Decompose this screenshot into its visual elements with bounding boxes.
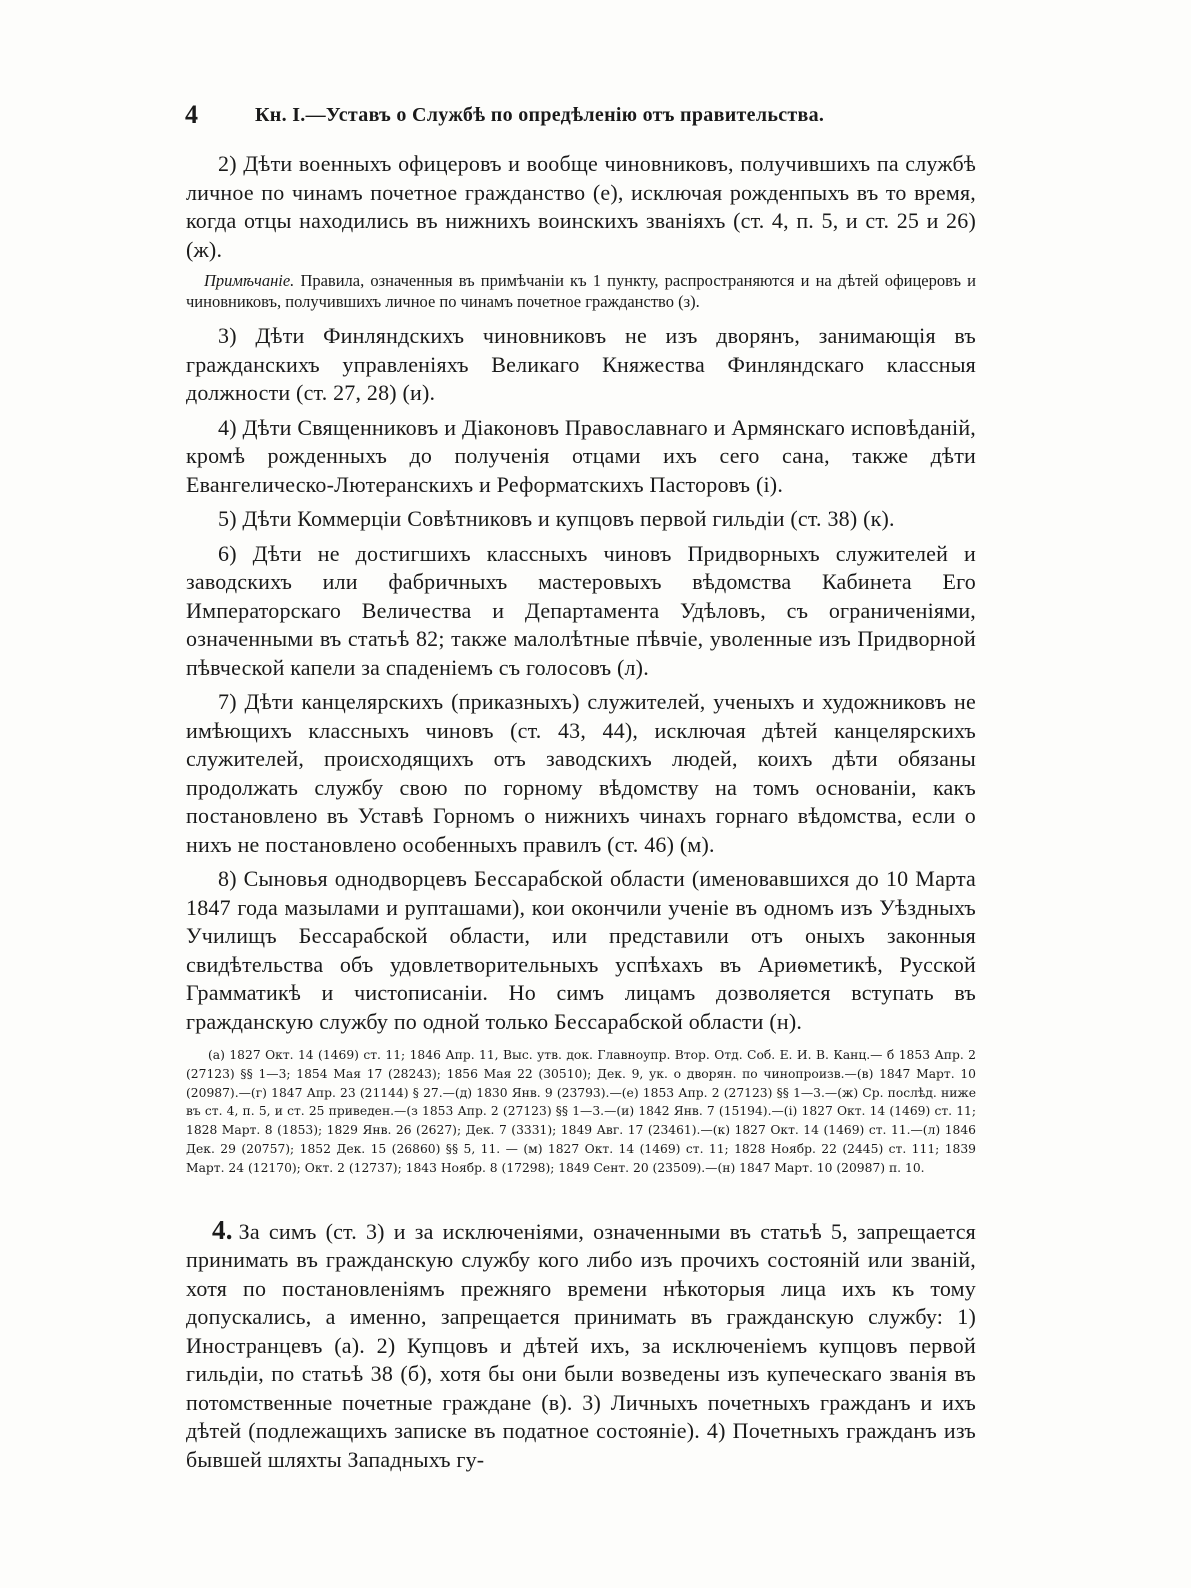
- footnotes: (а) 1827 Окт. 14 (1469) ст. 11; 1846 Апр. 11, Выс. утв. док. Главноупр. Втор. Отд. Соб. Е. И. В. Канц.— б 1853 Апр. 2 (27123) §§ 1—3; 1854 Мая 17 (28243); 1856 Мая 22 (30510); Дек. 9, ук. о дворян. по чинопроизв.—(в) 1847 Март. 10 (20987).—(г) 1847 Апр. 23 (21144) § 27.—(д) 1830 Янв. 9 (23793).—(е) 1853 Апр. 2 (27123) §§ 1—3.—(ж) Ср. послѣд. ниже въ ст. 4, п. 5, и ст. 25 приведен.—(з 1853 Апр. 2 (27123) §§ 1—3.—(и) 1842 Янв. 7 (15194).—(і) 1827 Окт. 14 (1469) ст. 11; 1828 Март. 8 (1853); 1829 Янв. 26 (2627); Дек. 7 (3331); 1849 Авг. 17 (23461).—(к) 1827 Окт. 14 (1469) ст. 11.—(л) 1846 Дек. 29 (20757); 1852 Дек. 15 (26860) §§ 5, 11. — (м) 1827 Окт. 14 (1469) ст. 11; 1828 Ноябр. 22 (2445) ст. 111; 1839 Март. 24 (12170); Окт. 2 (12737); 1843 Ноябр. 8 (17298); 1849 Сент. 20 (23509).—(н) 1847 Март. 10 (20987) п. 10.: [186, 1048, 976, 1175]
- paragraph-6: 6) Дѣти не достигшихъ классныхъ чиновъ Придворныхъ служителей и заводскихъ или фабричныхъ мастеровыхъ вѣдомства Кабинета Его Императорскаго Величества и Департамента Удѣловъ, съ ограниченіями, означенными въ статьѣ 82; также малолѣтные пѣвчіе, уволенные изъ Придворной пѣвческой капели за спаденіемъ съ голосовъ (л).: [186, 540, 976, 680]
- running-title: Кн. I.—Уставъ о Службѣ по опредѣленію отъ правительства.: [255, 104, 825, 126]
- note-text: Правила, означенныя въ примѣчаніи къ 1 пункту, распространяются и на дѣтей офицеровъ и чиновниковъ, получившихъ личное по чинамъ почетное гражданство (з).: [186, 271, 977, 311]
- paragraph-3: 3) Дѣти Финляндскихъ чиновниковъ не изъ дворянъ, занимающія въ гражданскихъ управленіяхъ Великаго Княжества Финляндскаго классныя должности (ст. 27, 28) (и).: [186, 323, 976, 405]
- note: [186, 270, 976, 312]
- note-label: Примѣчаніе.: [204, 271, 295, 290]
- paragraph-7: 7) Дѣти канцелярскихъ (приказныхъ) служителей, ученыхъ и художниковъ не имѣющихъ классныхъ чиновъ (ст. 43, 44), исключая дѣтей канцелярскихъ служителей, происходящихъ отъ заводскихъ людей, коихъ дѣти обязаны продолжать службу свою по горному вѣдомству на томъ основаніи, какъ постановлено въ Уставѣ Горномъ о нижнихъ чинахъ горнаго вѣдомства, если о нихъ не постановлено особенныхъ правилъ (ст. 46) (м).: [186, 689, 976, 857]
- paragraph-5: 5) Дѣти Коммерціи Совѣтниковъ и купцовъ первой гильдіи (ст. 38) (к).: [218, 506, 895, 531]
- paragraph-8: 8) Сыновья однодворцевъ Бессарабской области (именовавшихся до 10 Марта 1847 года мазылами и рупташами), кои окончили ученіе въ одномъ изъ Уѣздныхъ Училищъ Бессарабской области, или представили отъ оныхъ законныя свидѣтельства объ удовлетворительныхъ успѣхахъ въ Ариѳметикѣ, Русской Грамматикѣ и чистописаніи. Но симъ лицамъ дозволяется вступать въ гражданскую службу по одной только Бессарабской области (н).: [186, 866, 976, 1034]
- article-number: 4.: [212, 1214, 233, 1245]
- article-text: За симъ (ст. 3) и за исключеніями, означенными въ статьѣ 5, запрещается принимать въ гражданскую службу кого либо изъ прочихъ состояній или званій, хотя по постановленіямъ прежняго времени нѣкоторыя лица ихъ къ тому допускались, а именно, запрещается принимать въ гражданскую службу: 1) Иностранцевъ (а). 2) Купцовъ и дѣтей ихъ, за исключеніемъ купцовъ первой гильдіи, по статьѣ 38 (б), хотя бы они были возведены изъ купеческаго званія въ потомственные почетные граждане (в). 3) Личныхъ почетныхъ гражданъ и ихъ дѣтей (подлежащихъ записке въ податное состояніе). 4) Почетныхъ гражданъ изъ бывшей шляхты Западныхъ гу-: [186, 1218, 976, 1472]
- page-header: [185, 100, 975, 140]
- paragraph-4: 4) Дѣти Священниковъ и Діаконовъ Православнаго и Армянскаго исповѣданій, кромѣ рожденныхъ до полученія отцами ихъ сего сана, также дѣти Евангелическо-Лютеранскихъ и Реформатскихъ Пасторовъ (і).: [186, 414, 976, 497]
- page-number: 4: [185, 100, 198, 129]
- page-body: [186, 150, 976, 1474]
- paragraph-2: 2) Дѣти военныхъ офицеровъ и вообще чиновниковъ, получившихъ па службѣ личное по чинамъ почетное гражданство (е), исключая рожденпыхъ въ то время, когда отцы находились въ нижнихъ воинскихъ званіяхъ (ст. 4, п. 5, и ст. 25 и 26) (ж).: [186, 151, 976, 262]
- article-4: [186, 1216, 976, 1475]
